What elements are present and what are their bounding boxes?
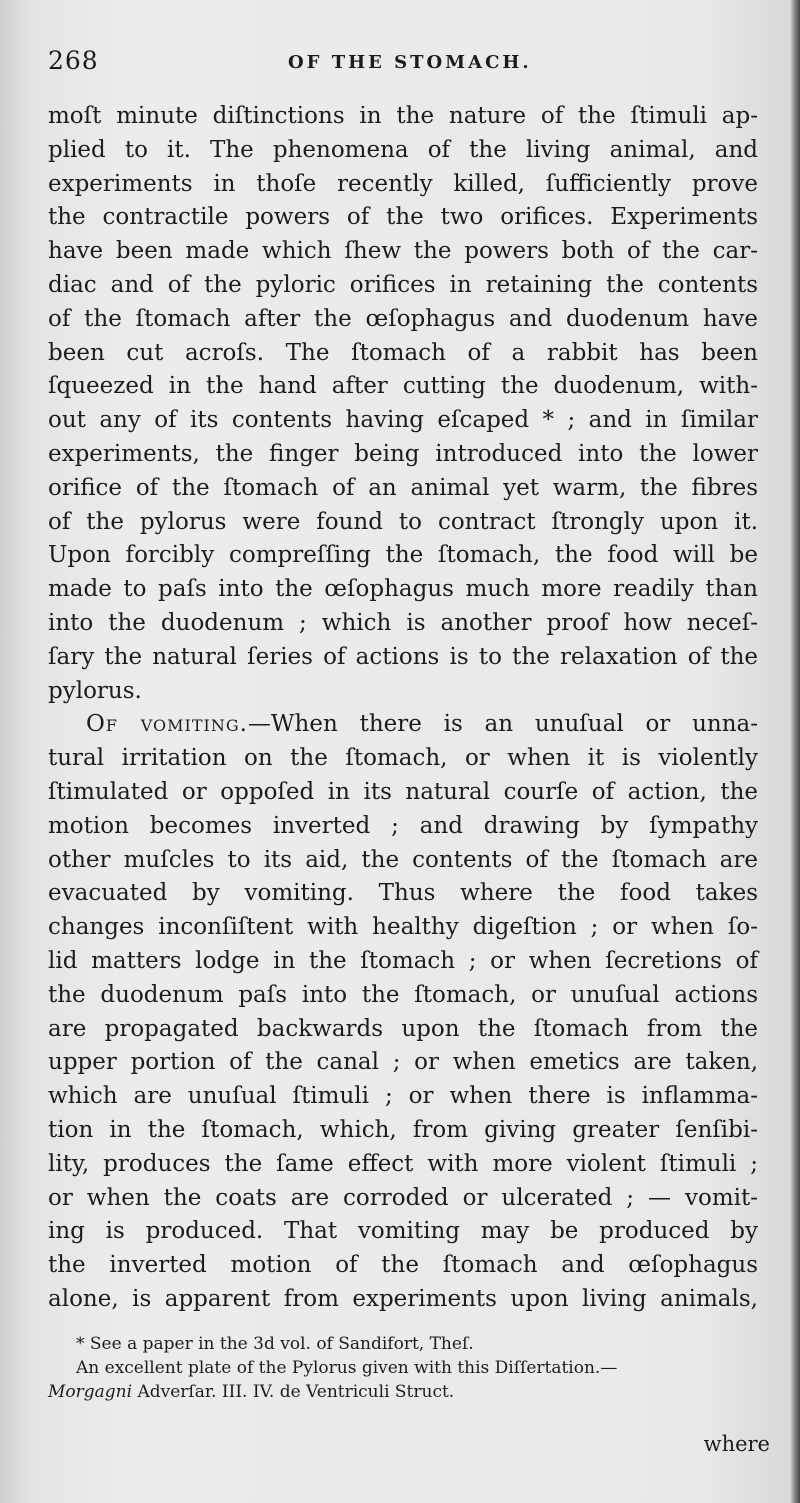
text-line: tural irritation on the ſtomach, or when it is violently xyxy=(48,745,758,772)
text-line: changes inconſiſtent with healthy digeſtion ; or when ſo- xyxy=(48,914,758,941)
text-line: made to paſs into the œſophagus much more readily than xyxy=(48,576,758,603)
text-line: been cut acroſs. The ſtomach of a rabbit has been xyxy=(48,339,758,366)
text-line: moſt minute diſtinctions in the nature of the ſtimuli ap- xyxy=(48,103,758,129)
footnotes xyxy=(48,1332,760,1404)
text-line: have been made which ſhew the powers both of the car- xyxy=(48,238,758,265)
text-line: of the ſtomach after the œſophagus and duodenum have xyxy=(48,305,758,332)
text-line: motion becomes inverted ; and drawing by ſympathy xyxy=(48,812,758,839)
text-line: tion in the ſtomach, which, from giving greater ſenſibi- xyxy=(48,1116,758,1143)
text-line: plied to it. The phenomena of the living animal, and xyxy=(48,136,758,163)
text-line: diac and of the pyloric orifices in retaining the contents xyxy=(48,271,758,298)
text-line: ing is produced. That vomiting may be produced by xyxy=(48,1218,758,1245)
text-line: pylorus. xyxy=(48,677,142,704)
text-line: ſary the natural ſeries of actions is to the relaxation of the xyxy=(48,643,758,670)
running-head: OF THE STOMACH. xyxy=(288,52,532,73)
footnote-line xyxy=(48,1380,760,1404)
text-line: the contractile powers of the two orifices. Experiments xyxy=(48,204,758,231)
page-edge-shadow xyxy=(790,0,800,1503)
text-line: lity, produces the ſame effect with more violent ſtimuli ; xyxy=(48,1150,758,1177)
text-line-fragment: —When there is an unuſual or unna- xyxy=(247,711,758,738)
text-line: are propagated backwards upon the ſtomach from the xyxy=(48,1015,758,1042)
text-line: the inverted motion of the ſtomach and œſophagus xyxy=(48,1252,758,1279)
text-line: ſtimulated or oppoſed in its natural courſe of action, the xyxy=(48,778,758,805)
text-line: evacuated by vomiting. Thus where the food takes xyxy=(48,880,758,907)
text-line: orifice of the ſtomach of an animal yet warm, the fibres xyxy=(48,474,758,501)
catchword: where xyxy=(703,1432,770,1456)
text-line: upper portion of the canal ; or when emetics are taken, xyxy=(48,1049,758,1076)
text-line: or when the coats are corroded or ulcerated ; — vomit- xyxy=(48,1184,758,1211)
text-line: lid matters lodge in the ſtomach ; or when ſecretions of xyxy=(48,947,758,974)
text-line: of the pylorus were found to contract ſtrongly upon it. xyxy=(48,508,758,535)
text-line: into the duodenum ; which is another proof how neceſ- xyxy=(48,609,758,636)
footnote-citation: Adverſar. III. IV. de Ventriculi Struct. xyxy=(132,1382,455,1402)
text-line: ſqueezed in the hand after cutting the duodenum, with- xyxy=(48,373,758,400)
footnote-author: Morgagni xyxy=(48,1382,133,1402)
text-line: other muſcles to its aid, the contents of the ſtomach are xyxy=(48,846,758,873)
footnote-line: An excellent plate of the Pylorus given with this Diſſertation.— xyxy=(76,1358,618,1378)
text-line: experiments in thoſe recently killed, ſufficiently prove xyxy=(48,170,758,197)
vomiting-paragraph-start xyxy=(48,708,758,742)
text-line: alone, is apparent from experiments upon living animals, xyxy=(48,1285,758,1312)
page-header xyxy=(48,46,768,86)
main-text xyxy=(48,100,758,1317)
text-line: Upon forcibly compreſſing the ſtomach, the food will be xyxy=(48,542,758,569)
section-heading-vomiting: Of vomiting. xyxy=(86,711,248,738)
text-line: which are unuſual ſtimuli ; or when there is inflamma- xyxy=(48,1083,758,1110)
text-line: the duodenum paſs into the ſtomach, or unuſual actions xyxy=(48,981,758,1008)
page-number: 268 xyxy=(48,46,99,75)
text-line: experiments, the finger being introduced into the lower xyxy=(48,440,758,467)
footnote-line: * See a paper in the 3d vol. of Sandifort, Theſ. xyxy=(76,1334,474,1354)
text-line: out any of its contents having eſcaped * ; and in ſimilar xyxy=(48,407,758,434)
